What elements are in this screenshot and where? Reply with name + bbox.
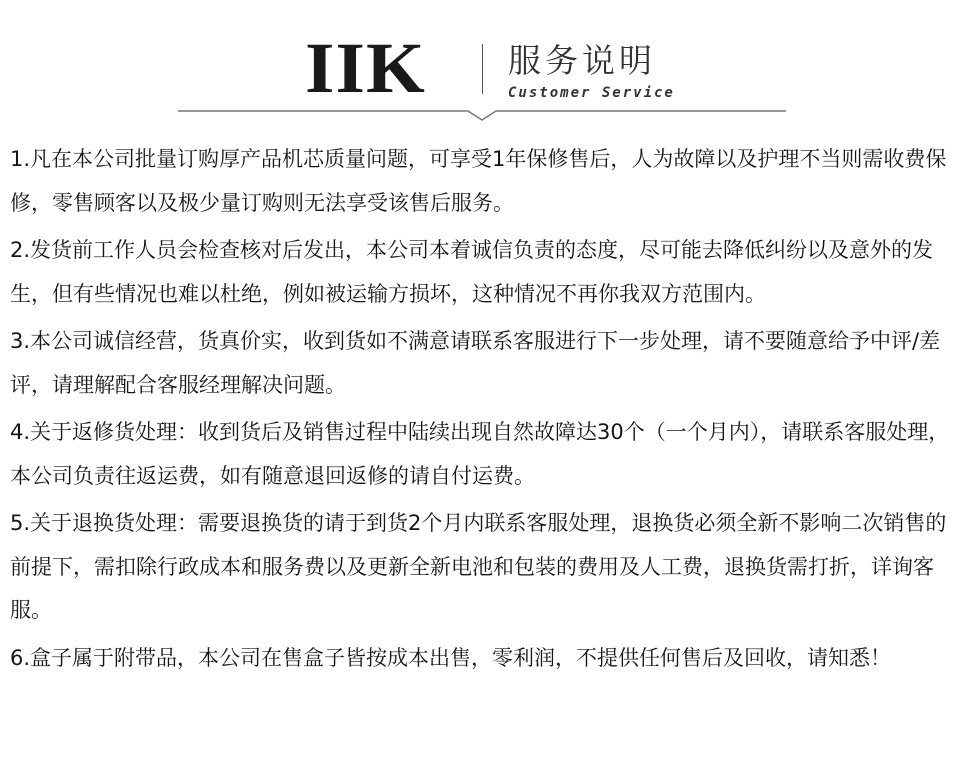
term-item-4 — [10, 411, 955, 498]
term-number: 6. — [10, 645, 31, 670]
term-number: 2. — [10, 238, 31, 262]
term-item-6 — [10, 637, 955, 681]
header-underline — [178, 109, 786, 123]
term-number: 3. — [10, 329, 31, 353]
header-divider — [482, 44, 483, 94]
term-text: 关于返修货处理：收到货后及销售过程中陆续出现自然故障达30个（一个月内），请联系客服处理，本公司负责往返运费，如有随意退回返修的请自付运费。 — [10, 420, 950, 488]
term-text: 关于退换货处理：需要退换货的请于到货2个月内联系客服处理，退换货必须全新不影响二次销售的前提下，需扣除行政成本和服务费以及更新全新电池和包装的费用及人工费，退换货需打折，详询客服。 — [10, 511, 947, 622]
brand-logo: IIK — [305, 28, 426, 108]
page-subtitle: Customer Service — [508, 85, 675, 101]
term-text: 凡在本公司批量订购厚产品机芯质量问题，可享受1年保修售后，人为故障以及护理不当则需收费保修，零售顾客以及极少量订购则无法享受该售后服务。 — [10, 147, 947, 215]
term-item-2 — [10, 229, 955, 316]
service-terms-list — [10, 138, 955, 684]
term-number: 5. — [10, 511, 31, 535]
term-number: 4. — [10, 420, 31, 444]
term-item-3 — [10, 320, 955, 407]
page-title: 服务说明 — [508, 41, 656, 80]
term-text: 发货前工作人员会检查核对后发出，本公司本着诚信负责的态度，尽可能去降低纠纷以及意外的发生，但有些情况也难以杜绝，例如被运输方损坏，这种情况不再你我双方范围内。 — [10, 238, 934, 306]
term-number: 1. — [10, 147, 31, 171]
term-text: 本公司诚信经营，货真价实，收到货如不满意请联系客服进行下一步处理，请不要随意给予中评/差评，请理解配合客服经理解决问题。 — [10, 329, 941, 397]
term-item-1 — [10, 138, 955, 225]
service-header — [0, 0, 960, 125]
term-item-5 — [10, 502, 955, 633]
term-text: 盒子属于附带品，本公司在售盒子皆按成本出售，零利润，不提供任何售后及回收，请知悉！ — [30, 645, 892, 670]
